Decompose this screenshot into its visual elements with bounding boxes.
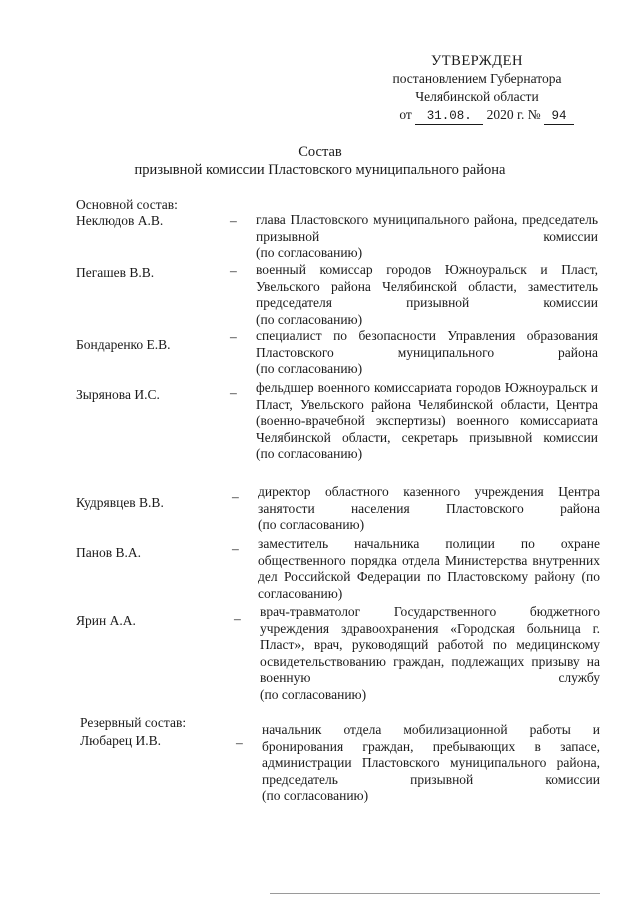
member-description xyxy=(258,536,600,602)
approval-date: 31.08. xyxy=(415,109,483,125)
main-section-label: Основной состав: xyxy=(76,197,178,212)
member-dash: – xyxy=(230,385,237,400)
approval-heading: УТВЕРЖДЕН xyxy=(431,53,523,69)
member-dash: – xyxy=(236,735,243,750)
approval-line-decree: постановлением Губернатора xyxy=(392,71,562,86)
title-line-2: призывной комиссии Пластовского муниципального района xyxy=(134,162,506,178)
approval-number: 94 xyxy=(544,109,574,125)
member-description xyxy=(256,262,598,328)
member-description xyxy=(256,328,598,378)
document-title xyxy=(0,143,640,179)
approval-year: 2020 г. xyxy=(486,107,525,122)
member-dash: – xyxy=(232,541,239,556)
member-note: (по согласованию) xyxy=(258,517,365,533)
member-role: глава Пластовского муниципального района, председатель призывной комиссии xyxy=(256,212,598,244)
member-note: (по согласованию) xyxy=(256,311,363,327)
scan-edge-line xyxy=(270,893,600,894)
member-role: начальник отдела мобилизационной работы и бронирования граждан, пребывающих в запасе, администрации Пластовского муниципального района, председатель призывной комиссии xyxy=(262,722,600,787)
member-note: (по согласованию) xyxy=(256,245,363,261)
member-dash: – xyxy=(232,489,239,504)
member-name: Зырянова И.С. xyxy=(76,387,160,402)
member-name: Ярин А.А. xyxy=(76,613,136,628)
member-name: Панов В.А. xyxy=(76,545,141,560)
member-name: Бондаренко Е.В. xyxy=(76,337,171,352)
number-label: № xyxy=(527,107,541,122)
member-name: Кудрявцев В.В. xyxy=(76,495,164,510)
member-role: фельдшер военного комиссариата городов Южноуральск и Пласт, Увельского района Челябинской области, Центра (военно-врачебной экспертизы) военного комиссариата Челябинской области, секретарь призывной комиссии xyxy=(256,380,598,445)
member-role: специалист по безопасности Управления образования Пластовского муниципального района xyxy=(256,328,598,360)
member-description xyxy=(260,604,600,704)
member-note: (по согласованию) xyxy=(260,686,367,702)
member-note: (по согласованию) xyxy=(256,361,363,377)
member-name: Любарец И.В. xyxy=(80,733,161,748)
member-dash: – xyxy=(230,213,237,228)
member-name: Неклюдов А.В. xyxy=(76,213,164,228)
title-line-1: Состав xyxy=(298,144,342,160)
member-note: (по согласованию) xyxy=(262,788,369,804)
member-dash: – xyxy=(234,611,241,626)
member-name: Пегашев В.В. xyxy=(76,265,155,280)
approval-block xyxy=(372,52,582,125)
member-description xyxy=(256,380,598,463)
approval-line-region: Челябинской области xyxy=(415,89,539,104)
reserve-section-label: Резервный состав: xyxy=(80,715,187,730)
member-description xyxy=(258,484,600,534)
member-role: врач-травматолог Государственного бюджетного учреждения здравоохранения «Городская больница г. Пласт», врач, руководящий работой по медицинскому освидетельствованию граждан, подлежащих призыву на военную службу xyxy=(260,604,600,686)
member-role: директор областного казенного учреждения Центра занятости населения Пластовского района xyxy=(258,484,600,516)
member-note: (по согласованию) xyxy=(256,446,363,462)
from-label: от xyxy=(399,107,412,122)
member-dash: – xyxy=(230,263,237,278)
member-role: военный комиссар городов Южноуральск и Пласт, Увельского района Челябинской области, заместитель председателя призывной комиссии xyxy=(256,262,598,311)
member-description xyxy=(262,722,600,805)
member-description xyxy=(256,212,598,262)
member-role: заместитель начальника полиции по охране общественного порядка отдела Министерства внутренних дел Российской Федерации по Пластовскому району (по согласованию) xyxy=(258,536,600,601)
member-dash: – xyxy=(230,329,237,344)
approval-date-line xyxy=(372,106,582,125)
